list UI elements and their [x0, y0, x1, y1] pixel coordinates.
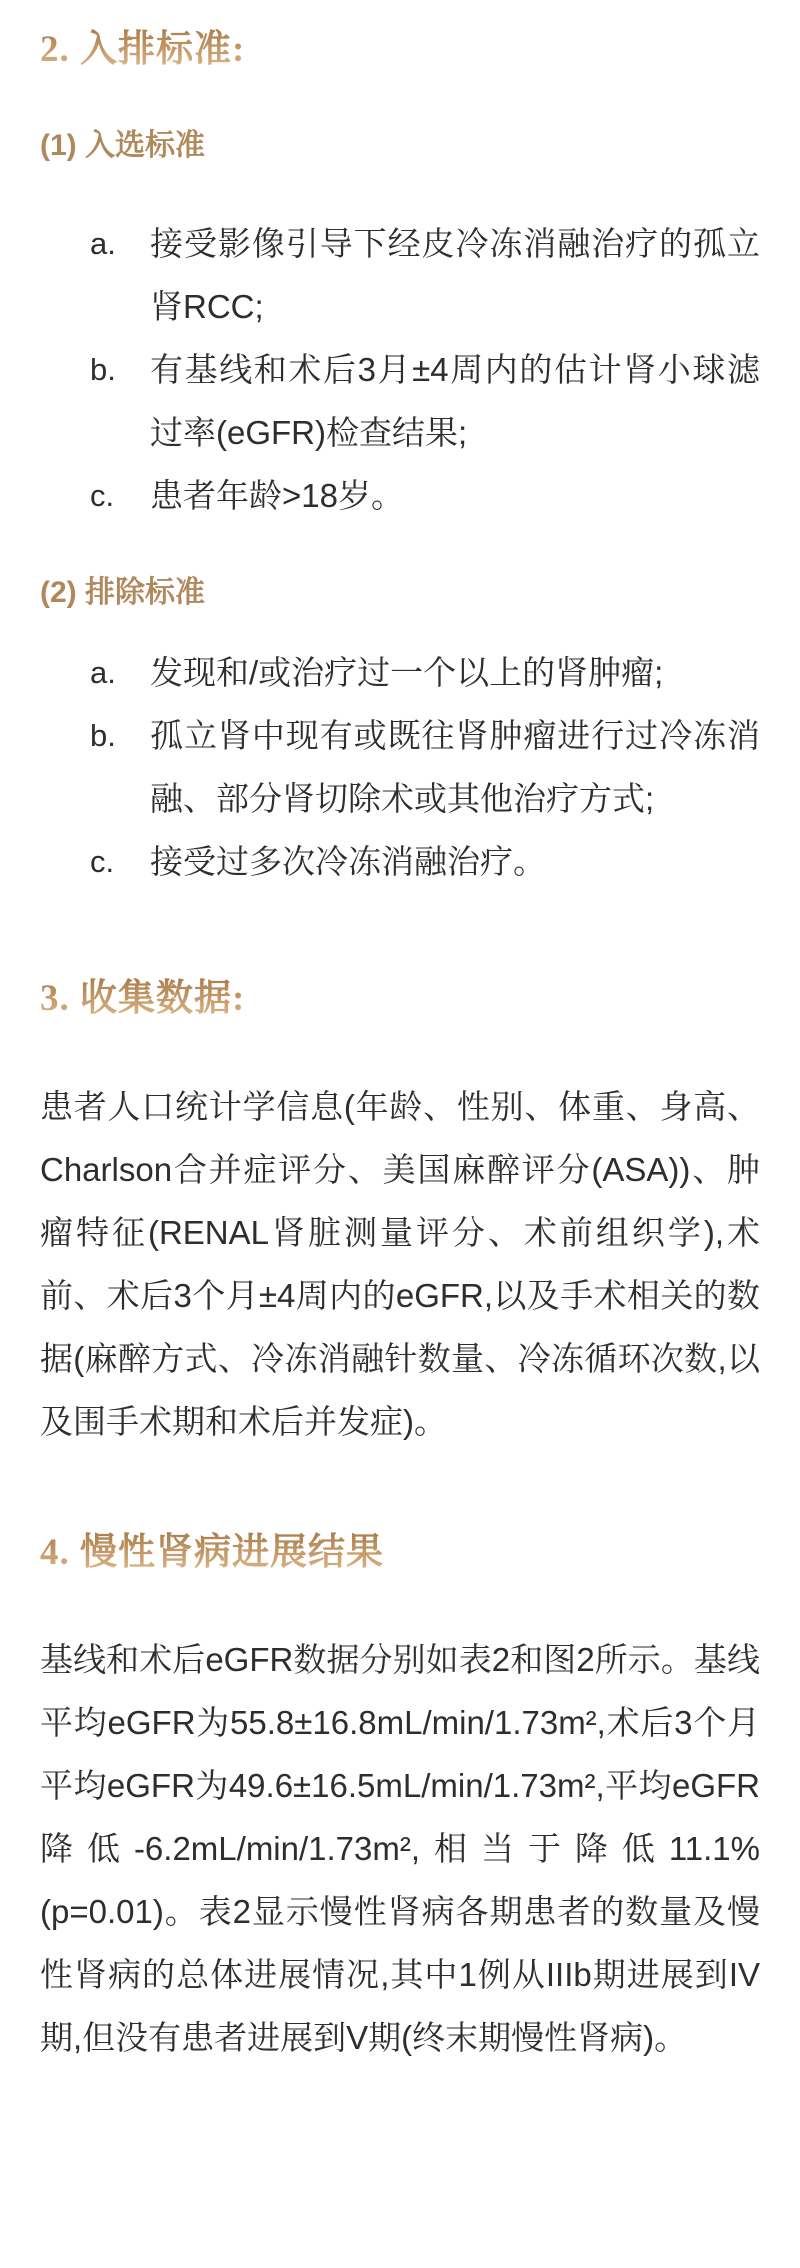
list-item-marker: a. — [90, 655, 116, 690]
ckd-progression-paragraph: 基线和术后eGFR数据分别如表2和图2所示。基线平均eGFR为55.8±16.8mL/min/1.73m²,术后3个月平均eGFR为49.6±16.5mL/min/1.73m²,平均eGFR降低-6.2mL/min/1.73m²,相当于降低11.1%(p=0.01)。表2显示慢性肾病各期患者的数量及慢性肾病的总体进展情况,其中1例从IIIb期进展到IV期,但没有患者进展到V期(终末期慢性肾病)。 — [40, 1641, 760, 2056]
list-item-text: 孤立肾中现有或既往肾肿瘤进行过冷冻消融、部分肾切除术或其他治疗方式; — [150, 717, 760, 817]
list-item — [90, 830, 760, 893]
list-item-marker: b. — [90, 352, 116, 387]
inclusion-criteria-list — [90, 212, 760, 527]
list-item-marker: c. — [90, 478, 115, 513]
section-heading-data-collection: 3. 收集数据: — [40, 977, 760, 1021]
list-item — [90, 641, 760, 704]
list-item — [90, 212, 760, 338]
list-item-text: 接受影像引导下经皮冷冻消融治疗的孤立肾RCC; — [150, 225, 760, 325]
list-item — [90, 338, 760, 464]
list-item — [90, 464, 760, 527]
list-item-marker: b. — [90, 718, 116, 753]
list-item-text: 发现和/或治疗过一个以上的肾肿瘤; — [150, 654, 664, 691]
list-item-text: 患者年龄>18岁。 — [150, 477, 404, 514]
subheading-inclusion-criteria: (1) 入选标准 — [40, 129, 205, 162]
list-item — [90, 704, 760, 830]
data-collection-paragraph: 患者人口统计学信息(年龄、性别、体重、身高、Charlson合并症评分、美国麻醉评分(ASA))、肿瘤特征(RENAL肾脏测量评分、术前组织学),术前、术后3个月±4周内的eGFR,以及手术相关的数据(麻醉方式、冷冻消融针数量、冷冻循环次数,以及围手术期和术后并发症)。 — [40, 1088, 760, 1440]
list-item-marker: c. — [90, 844, 115, 879]
exclusion-criteria-list — [90, 641, 760, 893]
list-item-marker: a. — [90, 226, 116, 261]
list-item-text: 有基线和术后3月±4周内的估计肾小球滤过率(eGFR)检查结果; — [150, 351, 760, 451]
section-heading-ckd-progression: 4. 慢性肾病进展结果 — [40, 1531, 760, 1575]
subheading-exclusion-criteria: (2) 排除标准 — [40, 576, 205, 609]
list-item-text: 接受过多次冷冻消融治疗。 — [150, 843, 546, 880]
section-heading-criteria: 2. 入排标准: — [40, 28, 760, 72]
